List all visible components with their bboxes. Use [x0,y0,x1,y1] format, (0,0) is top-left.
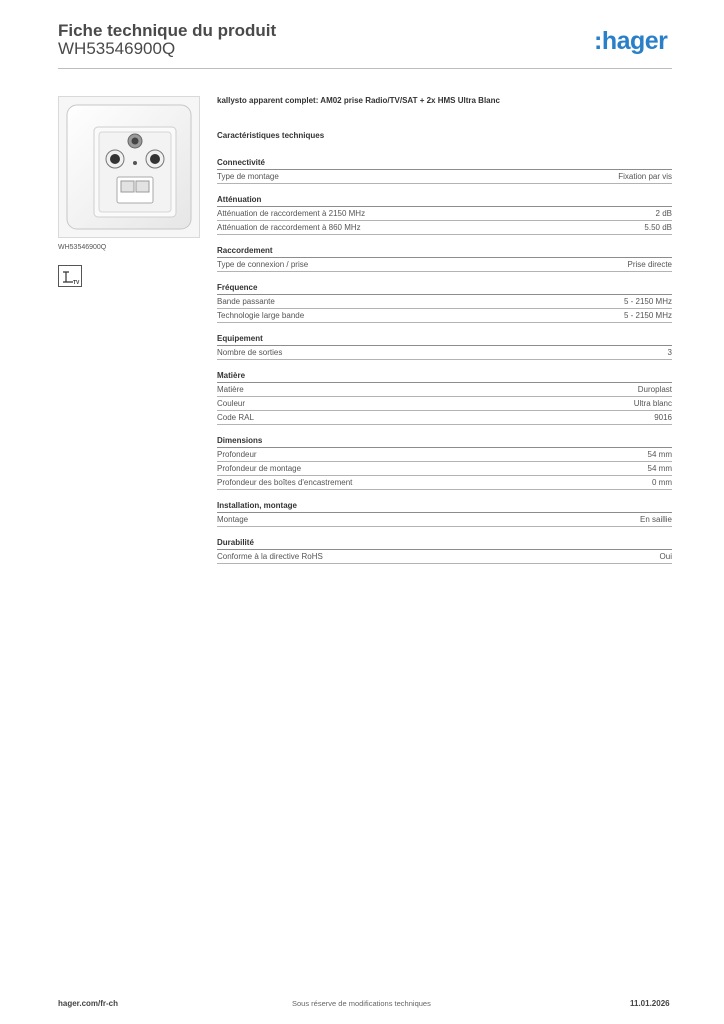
spec-value: Fixation par vis [618,172,672,181]
spec-label: Type de montage [217,172,279,181]
spec-row [217,550,672,564]
spec-label: Atténuation de raccordement à 2150 MHz [217,209,366,218]
spec-label: Conforme à la directive RoHS [217,552,323,561]
spec-row [217,295,672,309]
section-title: Fréquence [217,282,672,295]
page-title: Fiche technique du produit [58,21,277,40]
spec-row [217,513,672,527]
spec-row [217,476,672,490]
spec-row [217,258,672,272]
specs-table [217,157,672,574]
section-raccordement [217,245,672,272]
spec-label: Couleur [217,399,246,408]
spec-value: 5 - 2150 MHz [623,297,672,306]
spec-label: Nombre de sorties [217,348,283,357]
tv-socket-symbol-icon [58,265,82,287]
section-durabilite [217,537,672,564]
spec-row [217,170,672,184]
spec-value: 54 mm [647,464,672,473]
spec-row [217,411,672,425]
spec-row [217,221,672,235]
header-divider [58,68,672,69]
spec-label: Profondeur de montage [217,464,302,473]
section-title: Equipement [217,333,672,346]
product-image [58,96,200,238]
footer-url-link[interactable]: hager.com/fr-ch [58,999,119,1008]
spec-value: 2 dB [655,209,672,218]
spec-value: Oui [659,552,672,561]
spec-row [217,397,672,411]
spec-value: Duroplast [637,385,672,394]
spec-label: Type de connexion / prise [217,260,309,269]
spec-value: 9016 [654,413,672,422]
section-title: Durabilité [217,537,672,550]
section-title: Matière [217,370,672,383]
section-frequence [217,282,672,323]
section-title: Atténuation [217,194,672,207]
section-title: Raccordement [217,245,672,258]
spec-value: Prise directe [627,260,672,269]
spec-label: Code RAL [217,413,254,422]
footer-disclaimer: Sous réserve de modifications techniques [292,999,431,1008]
section-attenuation [217,194,672,235]
spec-label: Profondeur des boîtes d'encastrement [217,478,353,487]
spec-value: En saillie [639,515,672,524]
spec-row [217,448,672,462]
section-title: Dimensions [217,435,672,448]
image-caption: WH53546900Q [58,244,107,251]
section-connectivite [217,157,672,184]
tv-symbol-label: TV [73,280,80,286]
section-dimensions [217,435,672,490]
spec-label: Matière [217,385,244,394]
product-description: kallysto apparent complet: AM02 prise Radio/TV/SAT + 2x HMS Ultra Blanc [217,96,500,105]
footer-date: 11.01.2026 [630,999,670,1008]
spec-value: 3 [667,348,672,357]
spec-row [217,462,672,476]
spec-value: 0 mm [652,478,672,487]
spec-row [217,207,672,221]
spec-value: 54 mm [647,450,672,459]
spec-label: Bande passante [217,297,275,306]
spec-row [217,309,672,323]
spec-label: Profondeur [217,450,257,459]
wall-socket-illustration [59,97,199,237]
spec-value: 5 - 2150 MHz [623,311,672,320]
spec-row [217,346,672,360]
spec-label: Atténuation de raccordement à 860 MHz [217,223,361,232]
section-equipement [217,333,672,360]
hager-logo: :hager [594,27,668,55]
technical-characteristics-heading: Caractéristiques techniques [217,131,325,140]
spec-value: Ultra blanc [633,399,672,408]
spec-label: Montage [217,515,249,524]
spec-label: Technologie large bande [217,311,305,320]
spec-value: 5.50 dB [644,223,672,232]
section-matiere [217,370,672,425]
section-title: Installation, montage [217,500,672,513]
section-title: Connectivité [217,157,672,170]
section-installation [217,500,672,527]
spec-row [217,383,672,397]
product-code: WH53546900Q [58,39,176,58]
